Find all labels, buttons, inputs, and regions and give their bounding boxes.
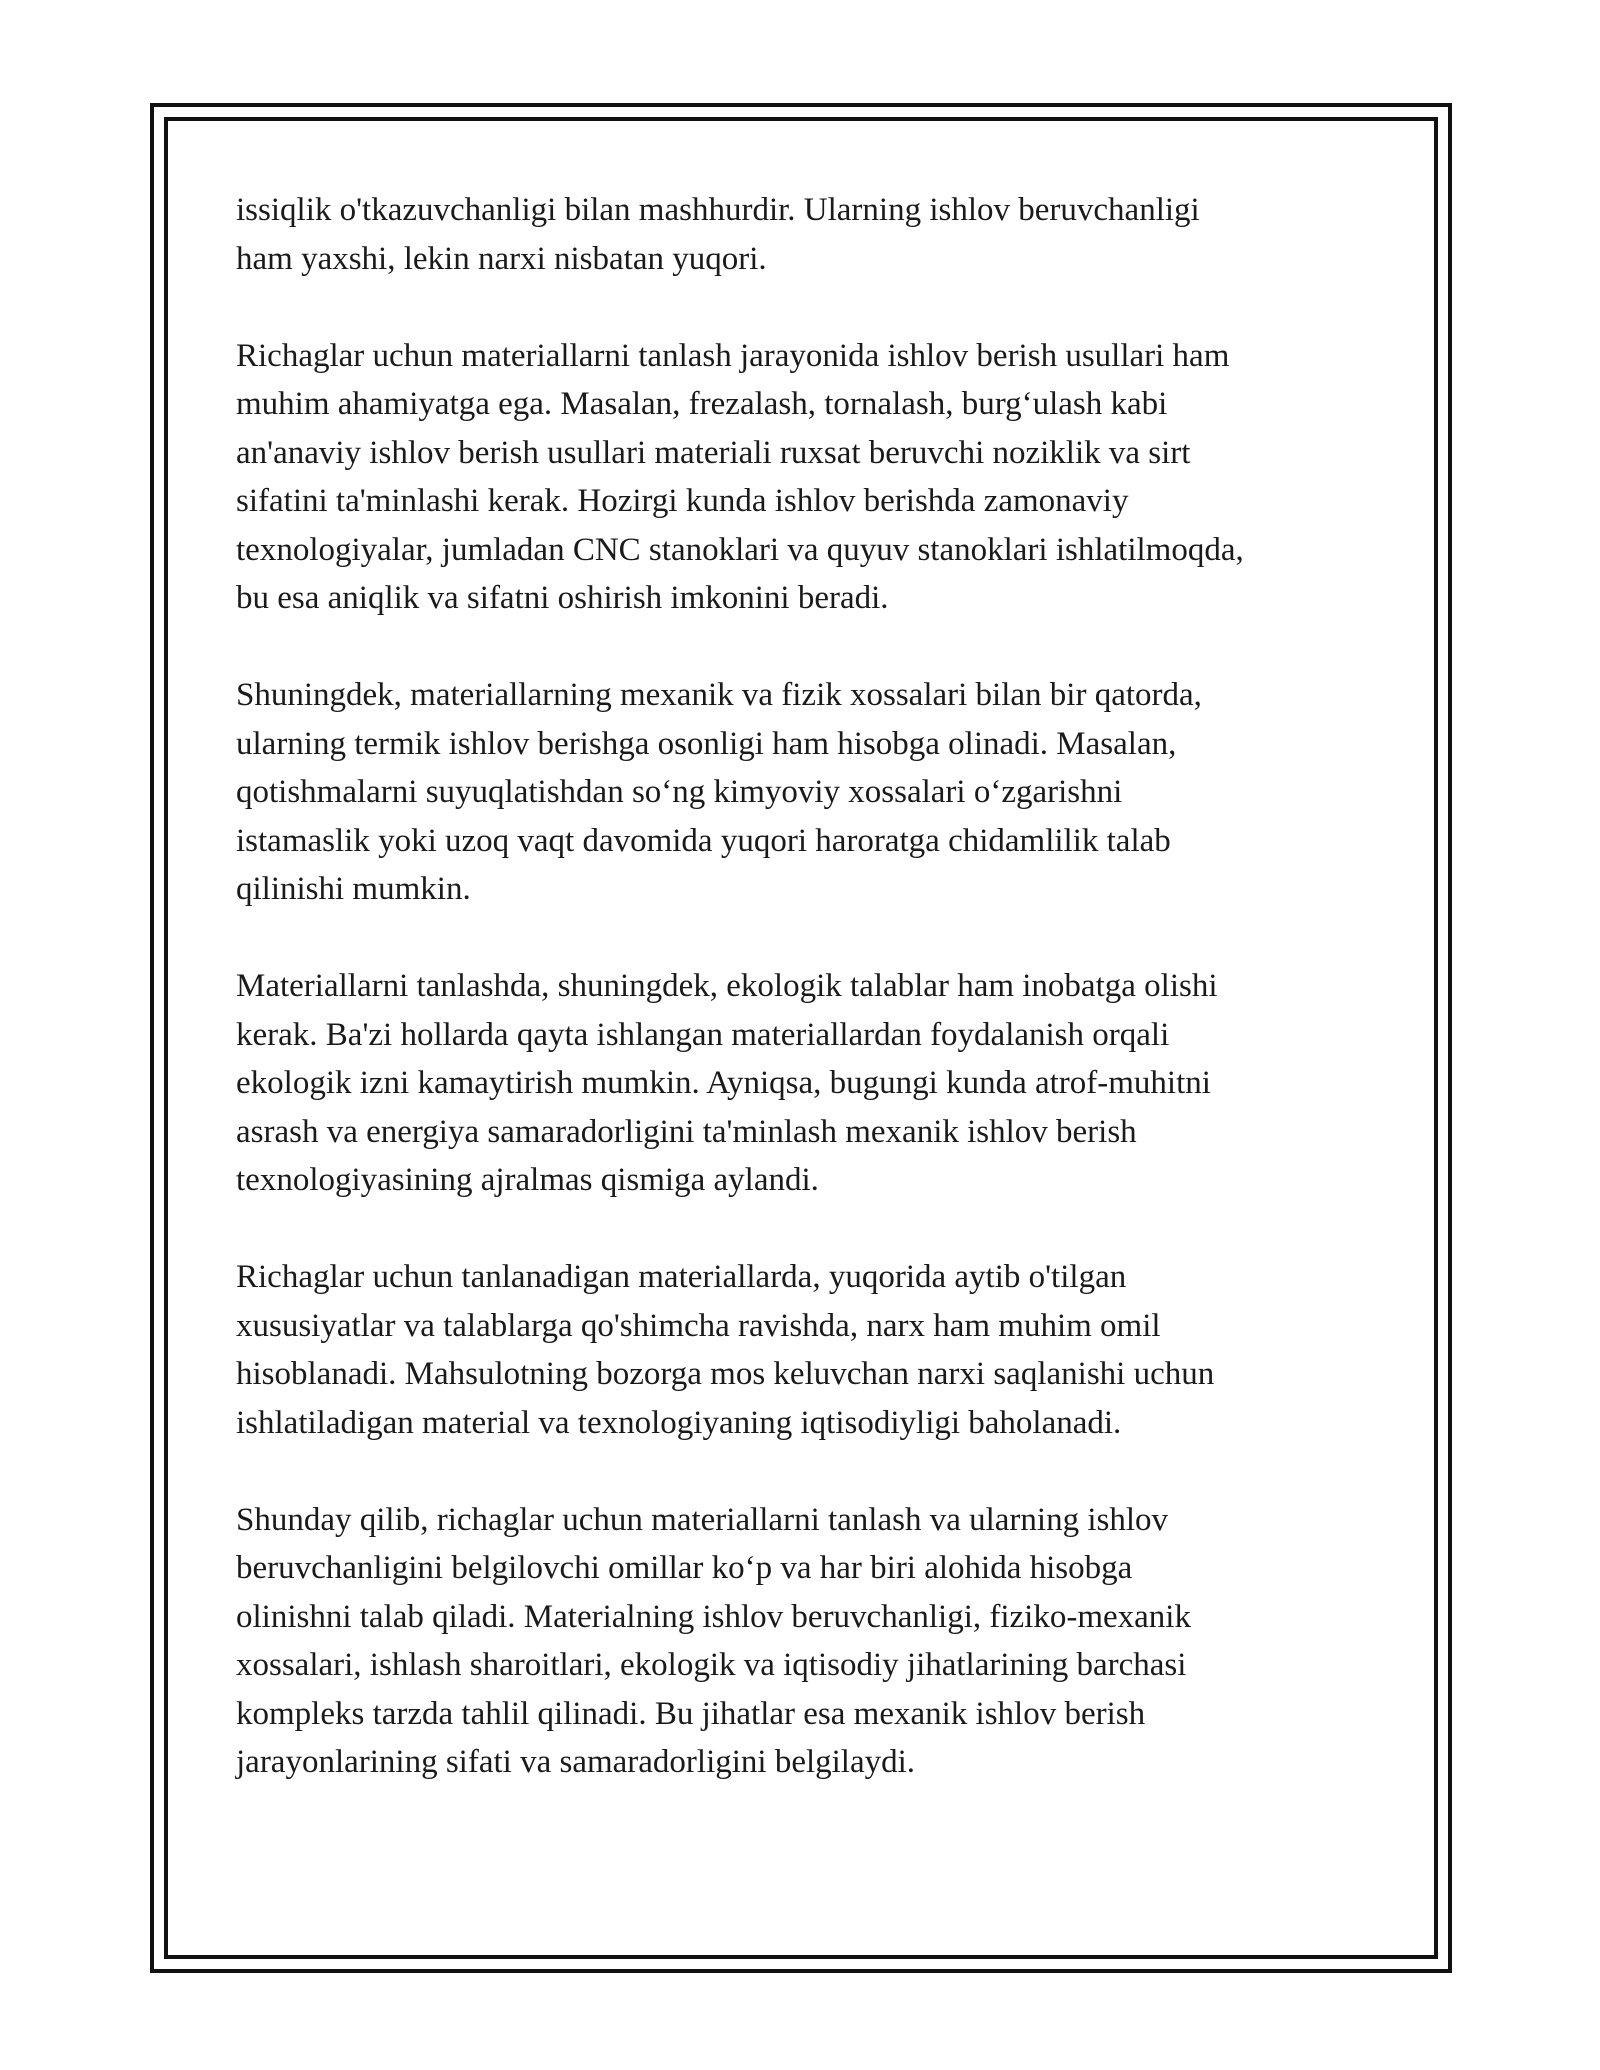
document-body bbox=[236, 186, 1386, 1835]
paragraph-1: issiqlik o'tkazuvchanligi bilan mashhurdir. Ularning ishlov beruvchanligi ham yaxshi, lekin narxi nisbatan yuqori. bbox=[236, 192, 1200, 277]
paragraph-3: Shuningdek, materiallarning mexanik va fizik xossalari bilan bir qatorda, ularning termik ishlov berishga osonligi ham hisobga olinadi. Masalan, qotishmalarni suyuqlatishdan so‘ng kimyoviy xossalari o‘zgarishni istamaslik yoki uzoq vaqt davomida yuqori haroratga chidamlilik talab qilinishi mumkin. bbox=[236, 677, 1202, 907]
paragraph-2: Richaglar uchun materiallarni tanlash jarayonida ishlov berish usullari ham muhim ahamiyatga ega. Masalan, frezalash, tornalash, burg‘ulash kabi an'anaviy ishlov berish usullari materiali ruxsat beruvchi noziklik va sirt sifatini ta'minlashi kerak. Hozirgi kunda ishlov berishda zamonaviy texnologiyalar, jumladan CNC stanoklari va quyuv stanoklari ishlatilmoqda, bu esa aniqlik va sifatni oshirish imkonini beradi. bbox=[236, 337, 1244, 616]
paragraph-4: Materiallarni tanlashda, shuningdek, ekologik talablar ham inobatga olishi kerak. Ba'zi hollarda qayta ishlangan materiallardan foydalanish orqali ekologik izni kamaytirish mumkin. Ayniqsa, bugungi kunda atrof-muhitni asrash va energiya samaradorligini ta'minlash mexanik ishlov berish texnologiyasining ajralmas qismiga aylandi. bbox=[236, 968, 1218, 1198]
paragraph-6: Shunday qilib, richaglar uchun materiallarni tanlash va ularning ishlov beruvchanligini belgilovchi omillar ko‘p va har biri alohida hisobga olinishni talab qiladi. Materialning ishlov beruvchanligi, fiziko-mexanik xossalari, ishlash sharoitlari, ekologik va iqtisodiy jihatlarining barchasi kompleks tarzda tahlil qilinadi. Bu jihatlar esa mexanik ishlov berish jarayonlarining sifati va samaradorligini belgilaydi. bbox=[236, 1501, 1191, 1780]
paragraph-5: Richaglar uchun tanlanadigan materiallarda, yuqorida aytib o'tilgan xususiyatlar va talablarga qo'shimcha ravishda, narx ham muhim omil hisoblanadi. Mahsulotning bozorga mos keluvchan narxi saqlanishi uchun ishlatiladigan material va texnologiyaning iqtisodiyligi baholanadi. bbox=[236, 1259, 1215, 1441]
